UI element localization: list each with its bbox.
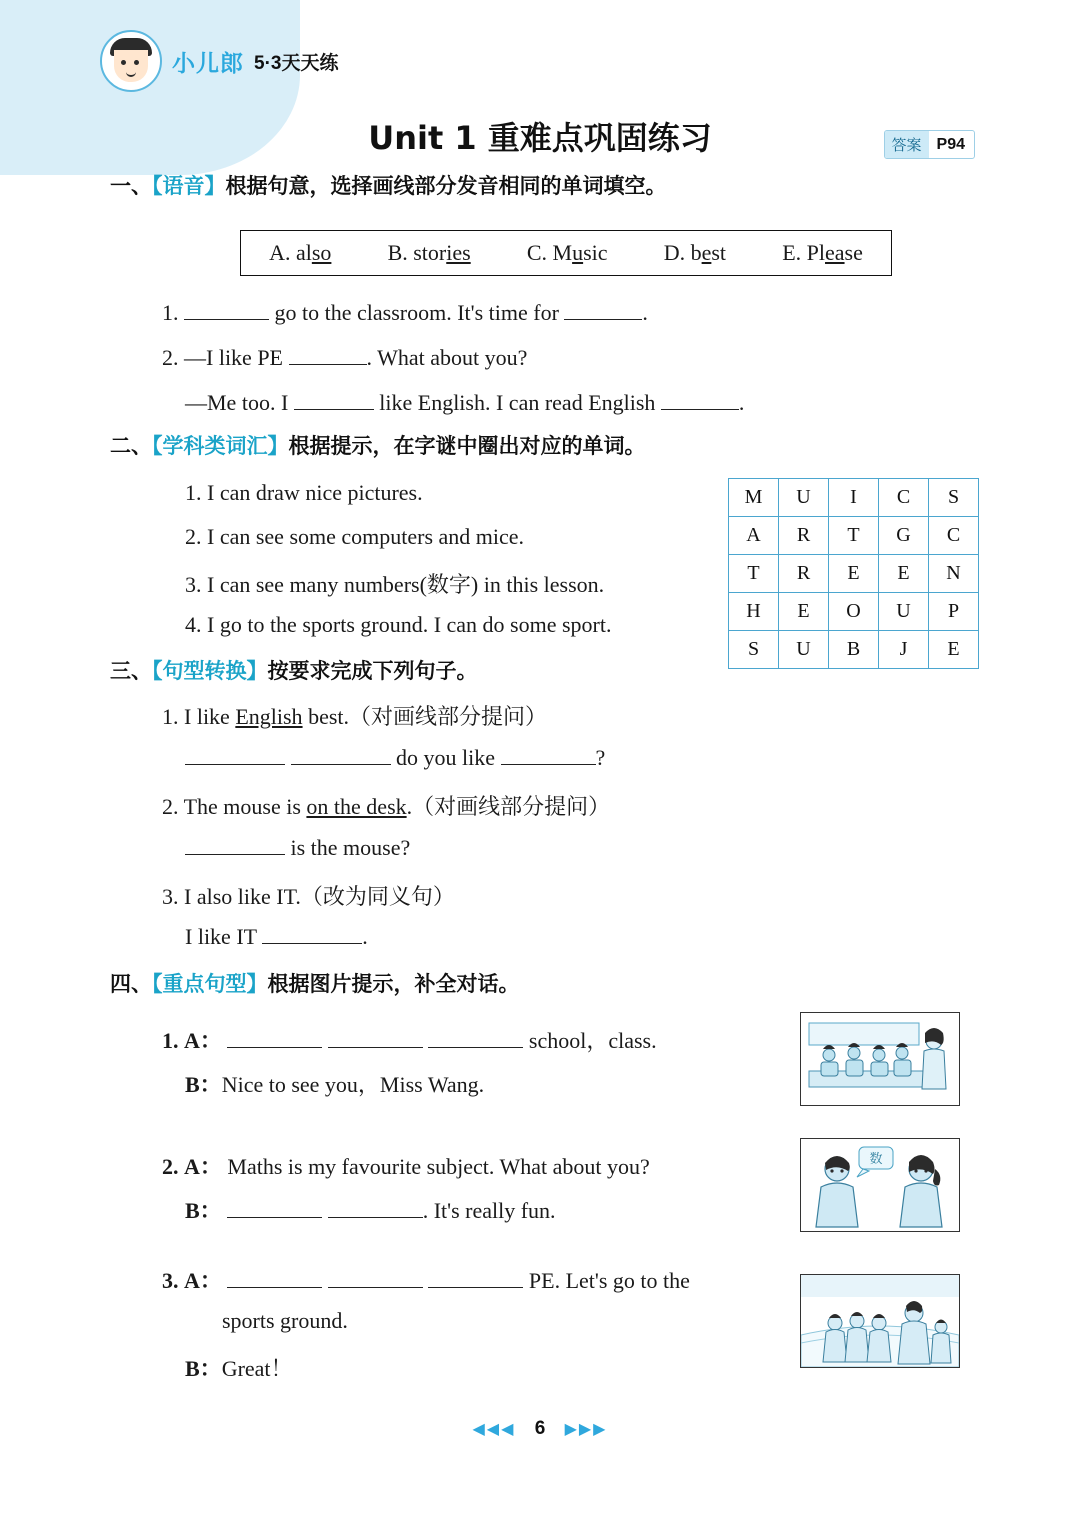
section-3-heading	[110, 655, 478, 685]
blank-s1-q2-3[interactable]	[661, 409, 739, 410]
grid-cell[interactable]: S	[929, 479, 979, 517]
s4-q1-b-text: Nice to see you，Miss Wang.	[221, 1072, 485, 1097]
grid-cell[interactable]: C	[879, 479, 929, 517]
section-2-number: 二、	[110, 434, 152, 458]
grid-cell[interactable]: E	[779, 593, 829, 631]
blank-s4-q3-3[interactable]	[428, 1287, 523, 1288]
grid-cell[interactable]: N	[929, 555, 979, 593]
grid-cell[interactable]: M	[729, 479, 779, 517]
section-1-text: 根据句意，选择画线部分发音相同的单词填空。	[225, 174, 667, 198]
svg-text:数: 数	[869, 1152, 883, 1167]
grid-row	[729, 593, 979, 631]
grid-row	[729, 479, 979, 517]
s4-q1-number: 1.	[162, 1028, 179, 1053]
picture-classroom-scene	[800, 1012, 960, 1106]
grid-cell[interactable]: R	[779, 555, 829, 593]
grid-cell[interactable]: U	[779, 479, 829, 517]
section-1-tag: 【语音】	[152, 174, 226, 198]
s3-answer-2	[185, 835, 410, 861]
grid-cell[interactable]: C	[929, 517, 979, 555]
footer-right-arrows: ▶▶▶	[564, 1421, 608, 1438]
s1-q2-period: .	[738, 390, 745, 415]
s3-answer-1	[185, 745, 605, 771]
page-footer	[0, 1418, 1080, 1440]
s1-q1-period: .	[642, 300, 648, 325]
blank-s1-q2-2[interactable]	[294, 409, 374, 410]
grid-cell[interactable]: P	[929, 593, 979, 631]
s4-item-2-b	[185, 1194, 556, 1225]
answer-page-number: P94	[936, 135, 965, 153]
grid-cell[interactable]: E	[929, 631, 979, 669]
blank-s1-q1-2[interactable]	[564, 319, 642, 320]
s1-q1-text: go to the classroom. It's time for	[274, 300, 559, 325]
option-c: C. Music	[526, 240, 608, 265]
section-4-number: 四、	[110, 972, 152, 996]
option-d: D. best	[663, 240, 727, 265]
s4-item-3-b	[185, 1352, 293, 1383]
s3-q2-underlined: on the desk	[306, 794, 407, 819]
grid-cell[interactable]: B	[829, 631, 879, 669]
answer-page-badge	[884, 130, 975, 159]
s1-q2-text-a: —I like PE	[184, 345, 283, 370]
option-box	[240, 230, 892, 276]
s3-question-3: 3. I also like IT.（改为同义句）	[162, 884, 455, 909]
blank-s1-q2-1[interactable]	[289, 364, 367, 365]
s4-q2-a-label: A：	[184, 1154, 222, 1179]
blank-s3-q1-3[interactable]	[501, 764, 596, 765]
s3-q1-answer-text: do you like	[396, 745, 495, 770]
option-e: E. Please	[782, 240, 863, 265]
blank-s4-q1-1[interactable]	[227, 1047, 322, 1048]
s4-item-2-a	[162, 1150, 650, 1181]
grid-cell[interactable]: J	[879, 631, 929, 669]
section-3-number: 三、	[110, 659, 152, 683]
brand-header	[100, 30, 338, 92]
s3-answer-3: I like IT .	[185, 924, 368, 949]
blank-s1-q1-1[interactable]	[184, 319, 269, 320]
s4-q2-a-text: Maths is my favourite subject. What about you?	[227, 1154, 650, 1179]
s4-q3-a-label: A：	[184, 1268, 222, 1293]
blank-s3-q2-1[interactable]	[185, 854, 285, 855]
s4-item-3-a2: sports ground.	[222, 1308, 348, 1333]
s1-q1-number: 1.	[162, 300, 179, 325]
section-2-heading	[110, 430, 646, 460]
option-a: A. also	[269, 240, 332, 265]
page-number: 6	[534, 1418, 546, 1439]
grid-cell[interactable]: R	[779, 517, 829, 555]
s1-question-2a	[162, 345, 527, 371]
grid-cell[interactable]: H	[729, 593, 779, 631]
s2-item-3: 3. I can see many numbers(数字) in this lesson.	[185, 572, 605, 597]
s4-q3-number: 3.	[162, 1268, 179, 1293]
grid-cell[interactable]: A	[729, 517, 779, 555]
grid-cell[interactable]: E	[879, 555, 929, 593]
option-b: B. stories	[387, 240, 471, 265]
s4-q3-b-text: Great！	[221, 1356, 293, 1381]
s4-item-1-b	[185, 1068, 484, 1099]
s2-item-1: 1. I can draw nice pictures.	[185, 480, 423, 505]
s1-question-2b	[185, 390, 744, 416]
s3-question-2: 2. The mouse is on the desk.（对画线部分提问）	[162, 794, 611, 819]
s4-q1-b-label: B：	[185, 1072, 222, 1097]
s4-q1-a-text: school，class.	[528, 1028, 657, 1053]
grid-cell[interactable]: T	[729, 555, 779, 593]
s4-q2-b-label: B：	[185, 1198, 222, 1223]
blank-s3-q1-2[interactable]	[291, 764, 391, 765]
grid-cell[interactable]: U	[879, 593, 929, 631]
grid-row	[729, 517, 979, 555]
s4-q3-b-label: B：	[185, 1356, 222, 1381]
blank-s4-q3-1[interactable]	[227, 1287, 322, 1288]
section-2-tag: 【学科类词汇】	[152, 434, 289, 458]
grid-cell[interactable]: E	[829, 555, 879, 593]
blank-s4-q1-3[interactable]	[428, 1047, 523, 1048]
grid-cell[interactable]: T	[829, 517, 879, 555]
picture-sports-ground	[800, 1274, 960, 1368]
section-4-text: 根据图片提示，补全对话。	[267, 972, 520, 996]
grid-cell[interactable]: I	[829, 479, 879, 517]
s4-q2-b-text: . It's really fun.	[422, 1198, 556, 1223]
s2-item-4: 4. I go to the sports ground. I can do some sport.	[185, 612, 612, 637]
section-2-text: 根据提示，在字谜中圈出对应的单词。	[288, 434, 646, 458]
grid-cell[interactable]: G	[879, 517, 929, 555]
s3-q2-answer-text: is the mouse?	[290, 835, 411, 860]
footer-left-arrows: ◀◀◀	[472, 1421, 516, 1438]
section-4-tag: 【重点句型】	[152, 972, 268, 996]
grid-cell[interactable]: S	[729, 631, 779, 669]
blank-s4-q3-2[interactable]	[328, 1287, 423, 1288]
s4-item-1-a	[162, 1024, 657, 1055]
s4-q3-a-text: PE. Let's go to the	[528, 1268, 690, 1293]
s4-q1-a-label: A：	[184, 1028, 222, 1053]
blank-s3-q3-1[interactable]	[262, 943, 362, 944]
picture-two-students-talking	[800, 1138, 960, 1232]
s1-question-1	[162, 300, 648, 326]
s1-q2-text-b: . What about you?	[366, 345, 528, 370]
blank-s3-q1-1[interactable]	[185, 764, 285, 765]
grid-row	[729, 555, 979, 593]
section-1-number: 一、	[110, 174, 152, 198]
mascot-icon	[100, 30, 162, 92]
section-1-heading	[110, 170, 667, 200]
s1-q2-text-c: —Me too. I	[185, 390, 289, 415]
s3-q1-qmark: ?	[595, 745, 606, 770]
s1-q2-number: 2.	[162, 345, 179, 370]
blank-s4-q2-2[interactable]	[328, 1217, 423, 1218]
s1-q2-text-d: like English. I can read English	[379, 390, 656, 415]
grid-cell[interactable]: U	[779, 631, 829, 669]
blank-s4-q1-2[interactable]	[328, 1047, 423, 1048]
brand-name-cn: 小儿郎	[172, 50, 244, 77]
s3-q1-underlined: English	[235, 704, 303, 729]
grid-row	[729, 631, 979, 669]
answer-label: 答案	[885, 131, 929, 158]
blank-s4-q2-1[interactable]	[227, 1217, 322, 1218]
brand-name-en: 5·3天天练	[254, 52, 339, 74]
s4-item-3-a	[162, 1264, 690, 1295]
s3-question-1: 1. I like English best.（对画线部分提问）	[162, 704, 548, 729]
section-3-text: 按要求完成下列句子。	[267, 659, 478, 683]
s3-q3-answer-text: I like IT	[185, 924, 257, 949]
section-4-heading	[110, 968, 520, 998]
page-title: Unit 1 重难点巩固练习	[368, 119, 712, 157]
word-search-grid[interactable]	[728, 478, 979, 669]
grid-cell[interactable]: O	[829, 593, 879, 631]
section-3-tag: 【句型转换】	[152, 659, 268, 683]
s4-q2-number: 2.	[162, 1154, 179, 1179]
s2-item-2: 2. I can see some computers and mice.	[185, 524, 525, 549]
